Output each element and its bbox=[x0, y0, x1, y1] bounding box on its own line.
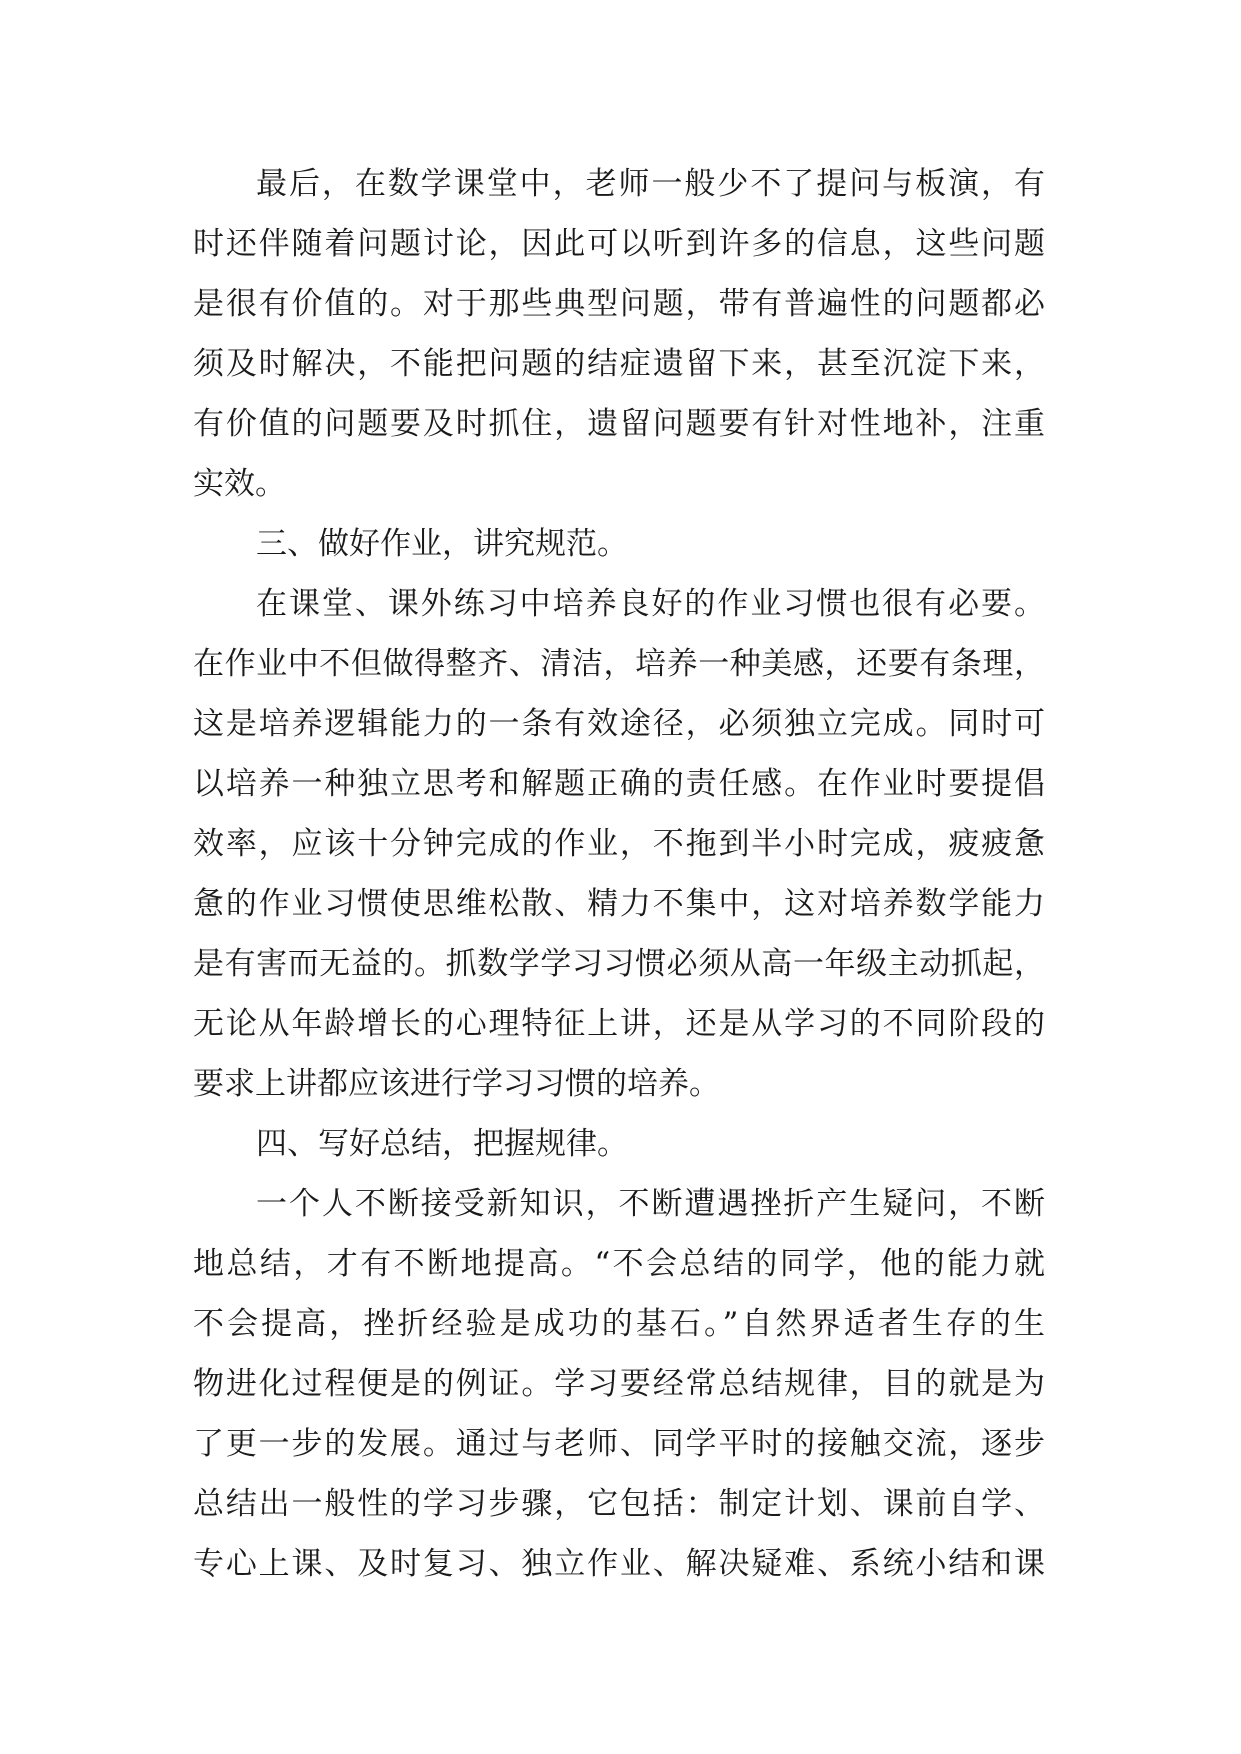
text-line: 无论从年龄增长的心理特征上讲，还是从学习的不同阶段的 bbox=[193, 1006, 1045, 1042]
text-line: 在课堂、课外练习中培养良好的作业习惯也很有必要。 bbox=[256, 586, 1045, 622]
text-line: 是有害而无益的。抓数学学习习惯必须从高一年级主动抓起， bbox=[193, 946, 1045, 982]
text-line: 实效。 bbox=[193, 466, 286, 502]
text-line: 要求上讲都应该进行学习习惯的培养。 bbox=[193, 1066, 720, 1102]
text-line: 惫的作业习惯使思维松散、精力不集中，这对培养数学能力 bbox=[193, 886, 1045, 922]
text-line: 总结出一般性的学习步骤，它包括：制定计划、课前自学、 bbox=[193, 1486, 1045, 1522]
text-line: 不会提高，挫折经验是成功的基石。”自然界适者生存的生 bbox=[193, 1306, 1045, 1342]
text-line: 效率，应该十分钟完成的作业，不拖到半小时完成，疲疲惫 bbox=[193, 826, 1045, 862]
text-line: 一个人不断接受新知识，不断遭遇挫折产生疑问，不断 bbox=[256, 1186, 1045, 1222]
text-line: 是很有价值的。对于那些典型问题，带有普遍性的问题都必 bbox=[193, 286, 1045, 322]
text-line: 专心上课、及时复习、独立作业、解决疑难、系统小结和课 bbox=[193, 1546, 1045, 1582]
text-line: 有价值的问题要及时抓住，遗留问题要有针对性地补，注重 bbox=[193, 406, 1045, 442]
text-line: 最后，在数学课堂中，老师一般少不了提问与板演，有 bbox=[256, 166, 1045, 202]
text-line: 时还伴随着问题讨论，因此可以听到许多的信息，这些问题 bbox=[193, 226, 1045, 262]
text-line: 了更一步的发展。通过与老师、同学平时的接触交流，逐步 bbox=[193, 1426, 1045, 1462]
text-line: 须及时解决，不能把问题的结症遗留下来，甚至沉淀下来， bbox=[193, 346, 1045, 382]
text-line: 地总结，才有不断地提高。“不会总结的同学，他的能力就 bbox=[193, 1246, 1045, 1282]
text-line: 以培养一种独立思考和解题正确的责任感。在作业时要提倡 bbox=[193, 766, 1045, 802]
section-heading: 四、写好总结，把握规律。 bbox=[256, 1126, 628, 1162]
text-line: 在作业中不但做得整齐、清洁，培养一种美感，还要有条理， bbox=[193, 646, 1045, 682]
text-line: 物进化过程便是的例证。学习要经常总结规律，目的就是为 bbox=[193, 1366, 1045, 1402]
section-heading: 三、做好作业，讲究规范。 bbox=[256, 526, 628, 562]
text-line: 这是培养逻辑能力的一条有效途径，必须独立完成。同时可 bbox=[193, 706, 1045, 742]
